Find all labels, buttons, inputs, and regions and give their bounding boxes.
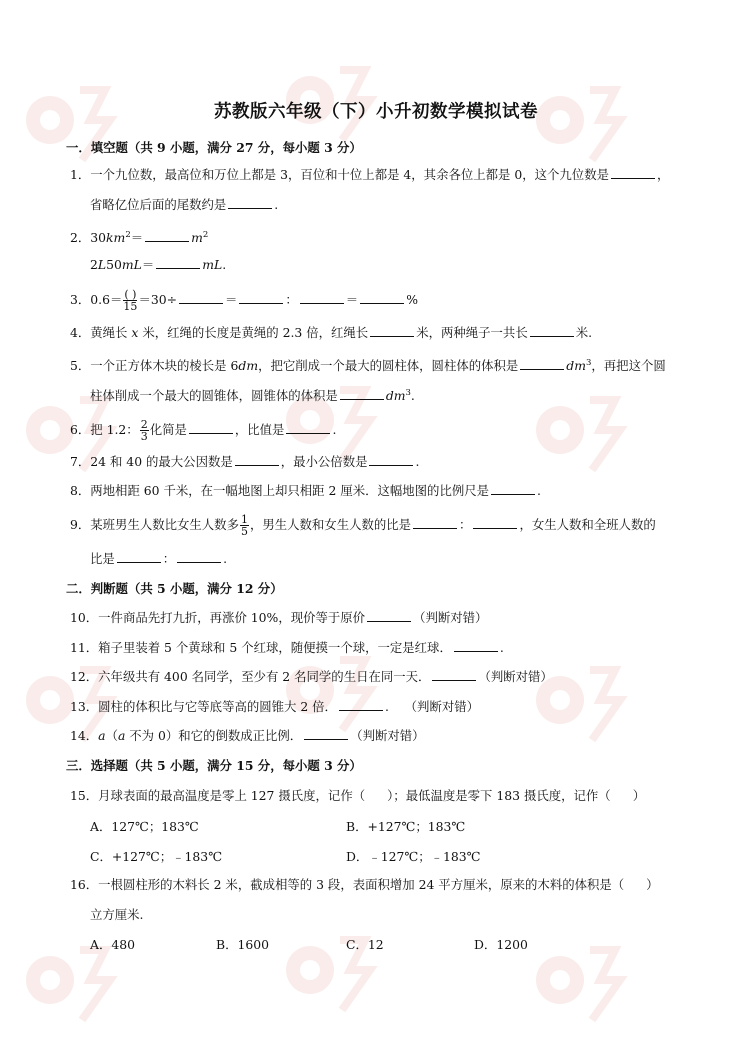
question-9-line-1: 9．某班男生人数比女生人数多 $\frac{1}{5}$ ，男生人数和女生人数的比是 ： ，女生人数和全班人数的 <box>70 513 656 538</box>
answer-blank[interactable] <box>228 196 272 209</box>
page-title: 苏教版六年级（下）小升初数学模拟试卷 <box>214 102 538 122</box>
answer-blank[interactable] <box>530 324 574 337</box>
answer-blank[interactable] <box>520 357 564 370</box>
fraction: $\frac{2}{3}$ <box>140 418 148 443</box>
fraction: $\frac{( )}{15}$ <box>123 288 138 313</box>
question-5-line-2: 柱体削成一个最大的圆锥体，圆锥体的体积是 $dm^3$. <box>90 388 415 404</box>
question-1-line-1: 1．一个九位数，最高位和万位上都是 3，百位和十位上都是 4，其余各位上都是 0，这个九位数是 ， <box>70 167 670 182</box>
answer-blank[interactable] <box>145 229 189 242</box>
answer-blank[interactable] <box>360 291 404 304</box>
question-4: 4．黄绳长 x 米，红绳的长度是黄绳的 2.3 倍，红绳长 米，两种绳子一共长 米. <box>70 325 593 340</box>
answer-blank[interactable] <box>300 291 344 304</box>
question-10: 10．一件商品先打九折，再涨价 10%，现价等于原价 （判断对错） <box>70 610 488 625</box>
question-16-line-2: 立方厘米. <box>90 907 144 922</box>
answer-blank[interactable] <box>454 639 498 652</box>
answer-blank[interactable] <box>239 291 283 304</box>
answer-blank[interactable] <box>235 453 279 466</box>
question-2-line-1: 2．$30km^2= m^2$ <box>70 230 209 246</box>
answer-blank[interactable] <box>473 516 517 529</box>
watermark-logo-icon <box>520 920 640 1040</box>
answer-blank[interactable] <box>304 727 348 740</box>
watermark-logo-icon <box>270 910 390 1030</box>
section-multiple-choice-heading: 三．选择题（共 5 小题，满分 15 分，每小题 3 分） <box>66 758 362 773</box>
answer-blank[interactable] <box>189 421 233 434</box>
question-1-line-2: 省略亿位后面的尾数约是 . <box>90 197 279 212</box>
question-16-line-1: 16．一根圆柱形的木料长 2 米，截成相等的 3 段，表面积增加 24 平方厘米，原来的木料的体积是（ ） <box>70 877 659 892</box>
answer-blank[interactable] <box>339 698 383 711</box>
answer-blank[interactable] <box>117 550 161 563</box>
option-c[interactable]: C．12 <box>346 937 384 952</box>
question-9-line-2: 比是 ： . <box>90 551 228 566</box>
question-2-line-2: 2L50mL＝ mL. <box>90 257 227 272</box>
question-12: 12．六年级共有 400 名同学，至少有 2 名同学的生日在同一天． （判断对错） <box>70 669 553 684</box>
question-3: 3．0.6＝ $\frac{( )}{15}$ ＝30÷ ＝ ： ＝ % <box>70 288 418 313</box>
answer-blank[interactable] <box>369 453 413 466</box>
watermark-logo-icon <box>520 370 640 490</box>
answer-blank[interactable] <box>611 166 655 179</box>
answer-blank[interactable] <box>177 550 221 563</box>
question-6: 6．把 1.2： $\frac{2}{3}$ 化简是 ，比值是 . <box>70 418 337 443</box>
option-b[interactable]: B．+127℃；183℃ <box>346 819 466 834</box>
question-15: 15．月球表面的最高温度是零上 127 摄氏度，记作（ ）；最低温度是零下 183 摄氏度，记作（ ） <box>70 788 646 803</box>
option-b[interactable]: B．1600 <box>216 937 270 952</box>
answer-blank[interactable] <box>286 421 330 434</box>
question-11: 11．箱子里装着 5 个黄球和 5 个红球，随便摸一个球，一定是红球． . <box>70 640 504 655</box>
answer-blank[interactable] <box>413 516 457 529</box>
question-7: 7．24 和 40 的最大公因数是 ，最小公倍数是 . <box>70 454 420 469</box>
question-14: 14．a（a 不为 0）和它的倒数成正比例． （判断对错） <box>70 728 425 743</box>
section-true-false-heading: 二．判断题（共 5 小题，满分 12 分） <box>66 581 283 596</box>
watermark-logo-icon <box>520 640 640 760</box>
option-a[interactable]: A．480 <box>90 937 135 952</box>
fraction: $\frac{1}{5}$ <box>240 513 248 538</box>
answer-blank[interactable] <box>340 387 384 400</box>
answer-blank[interactable] <box>179 291 223 304</box>
option-d[interactable]: D．1200 <box>474 937 528 952</box>
option-d[interactable]: D．﹣127℃；﹣183℃ <box>346 849 481 864</box>
answer-blank[interactable] <box>491 482 535 495</box>
answer-blank[interactable] <box>367 609 411 622</box>
answer-blank[interactable] <box>432 668 476 681</box>
option-a[interactable]: A．127℃；183℃ <box>90 819 199 834</box>
question-13: 13．圆柱的体积比与它等底等高的圆锥大 2 倍． . （判断对错） <box>70 699 480 714</box>
section-fill-blank-heading: 一．填空题（共 9 小题，满分 27 分，每小题 3 分） <box>66 140 362 155</box>
answer-blank[interactable] <box>156 256 200 269</box>
question-8: 8．两地相距 60 千米，在一幅地图上却只相距 2 厘米．这幅地图的比例尺是 . <box>70 483 541 498</box>
question-5-line-1: 5．一个正方体木块的棱长是 6dm，把它削成一个最大的圆柱体，圆柱体的体积是 $dm^3$，再把这个圆 <box>70 358 666 374</box>
answer-blank[interactable] <box>370 324 414 337</box>
option-c[interactable]: C．+127℃；﹣183℃ <box>90 849 223 864</box>
